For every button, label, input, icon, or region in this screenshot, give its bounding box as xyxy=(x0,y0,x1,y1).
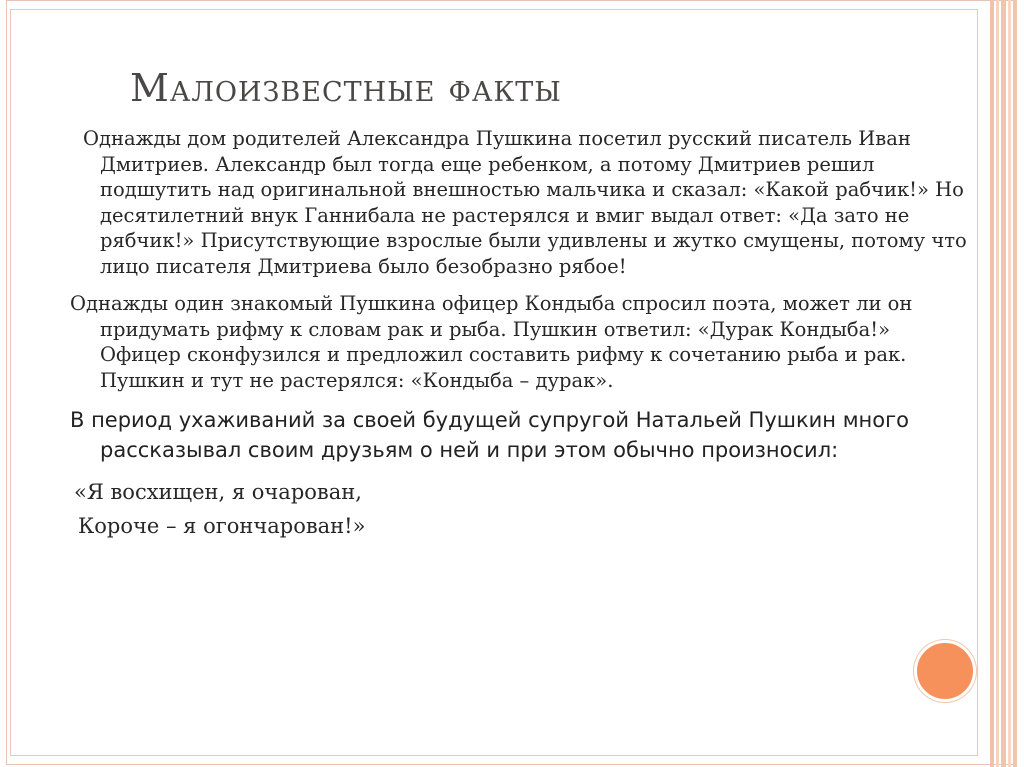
slide-body xyxy=(70,126,970,541)
quote-line-2: Короче – я огончарован!» xyxy=(78,514,366,538)
decorative-stripe xyxy=(1013,0,1017,767)
decorative-stripe xyxy=(996,0,999,767)
paragraph-natalia-story: В период ухаживаний за своей будущей супругой Натальей Пушкин много рассказывал своим друзьям о ней и при этом обычно произносил: xyxy=(70,408,910,462)
decorative-stripe xyxy=(1008,0,1011,767)
slide-title: Малоизвестные факты xyxy=(130,66,562,110)
decorative-stripe xyxy=(990,0,994,767)
decorative-stripe xyxy=(1001,0,1006,767)
paragraph-dmitriev-story: Однажды дом родителей Александра Пушкина посетил русский писатель Иван Дмитриев. Александр был тогда еще ребенком, а потому Дмитриев решил подшутить над оригинальной внешностью мальчика и сказал: «Какой рабчик!» Но десятилетний внук Ганнибала не растерялся и вмиг выдал ответ: «Да зато не рябчик!» Присутствующие взрослые были удивлены и жутко смущены, потому что лицо писателя Дмитриева было безобразно рябое! xyxy=(83,127,967,278)
paragraph-kondyba-story: Однажды один знакомый Пушкина офицер Кондыба спросил поэта, может ли он придумать рифму к словам рак и рыба. Пушкин ответил: «Дурак Кондыба!» Офицер сконфузился и предложил составить рифму к сочетанию рыба и рак. Пушкин и тут не растерялся: «Кондыба – дурак». xyxy=(70,292,913,392)
quote-line-1: «Я восхищен, я очарован, xyxy=(74,480,362,504)
decorative-circle xyxy=(914,640,976,702)
